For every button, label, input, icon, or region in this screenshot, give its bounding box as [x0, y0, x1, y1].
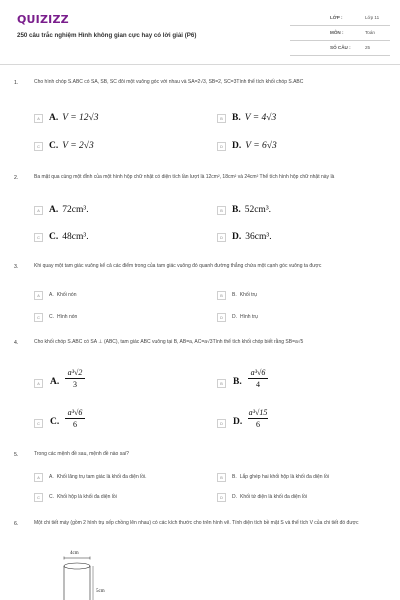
option-box[interactable]: B: [217, 379, 226, 388]
question-2-text: Ba mặt qua cùng một đỉnh của một hình hộp chữ nhật có diện tích lần lượt là 12cm², 18cm² và 24cm² Thể tích hình hộp chữ nhật này là: [34, 174, 335, 180]
fraction-bar: [65, 378, 85, 379]
option-letter: A.: [49, 474, 54, 480]
option-expression: Hình nón: [57, 314, 78, 320]
option-box[interactable]: B: [217, 291, 226, 300]
option-expression: V = 4√3: [244, 113, 277, 123]
option-box[interactable]: D: [217, 419, 226, 428]
option-expression: Khối nón: [56, 292, 77, 298]
page-header: [0, 0, 400, 62]
option-letter: C.: [49, 141, 59, 151]
option-expression: 72cm³.: [62, 205, 89, 215]
fraction-denominator: 3: [73, 380, 77, 389]
fraction-numerator: a³√6: [250, 368, 266, 377]
option-expression: V = 6√3: [245, 141, 277, 151]
option-expression: Khối hộp là khối đa diện lồi: [57, 494, 117, 500]
option-box[interactable]: A: [34, 114, 43, 123]
option-box[interactable]: A: [34, 379, 43, 388]
option-letter: C.: [50, 417, 60, 427]
option-box[interactable]: A: [34, 206, 43, 215]
option-letter: B.: [232, 292, 237, 298]
document-title: 250 câu trắc nghiệm Hình không gian cực hay có lời giải (P6): [17, 32, 197, 39]
option-box[interactable]: D: [217, 313, 226, 322]
question-3-number: 3.: [14, 264, 19, 270]
option-box[interactable]: A: [34, 473, 43, 482]
fraction-denominator: 4: [256, 380, 260, 389]
question-1-text: Cho hình chóp S.ABC có SA, SB, SC đôi một vuông góc với nhau và SA=2√3, SB=2, SC=3Tính thể tích khối chóp S.ABC: [34, 79, 304, 85]
question-4-text: Cho khối chóp S.ABC có SA ⊥ (ABC), tam giác ABC vuông tại B, AB=a, AC=a√3Tính thể tích khối chóp biết rằng SB=a√5: [34, 339, 304, 345]
option-expression: Khối lăng trụ tam giác là khối đa diện lồi.: [56, 474, 147, 480]
option-expression: V = 12√3: [62, 113, 99, 123]
meta-key: LỚP :: [330, 15, 343, 20]
option-letter: C.: [49, 314, 54, 320]
option-letter: C.: [49, 494, 54, 500]
cylinder-top-ellipse: [64, 563, 90, 569]
question-2-number: 2.: [14, 175, 19, 181]
meta-row-class: [290, 12, 390, 26]
question-4-option-b[interactable]: [217, 368, 297, 400]
question-5-text: Trong các mệnh đề sau, mệnh đề nào sai?: [34, 451, 129, 457]
option-expression: V = 2√3: [62, 141, 94, 151]
option-expression: Khối tứ diện là khối đa diện lồi: [240, 494, 308, 500]
header-divider: [0, 64, 400, 65]
option-expression: 36cm³.: [245, 232, 272, 242]
meta-key: SỐ CÂU :: [330, 45, 351, 50]
meta-value: Lớp 11: [365, 15, 380, 20]
option-letter: A.: [49, 113, 59, 123]
option-expression: 48cm³.: [62, 232, 89, 242]
option-box[interactable]: B: [217, 206, 226, 215]
figure-side-label: 5cm: [96, 589, 105, 594]
question-3-text: Khi quay một tam giác vuông kể cả các điểm trong của tam giác vuông đó quanh đường thẳng chứa một cạnh góc vuông ta được: [34, 263, 322, 269]
fraction-numerator: a³√6: [67, 408, 83, 417]
option-box[interactable]: C: [34, 313, 43, 322]
question-4-option-a[interactable]: [34, 368, 114, 400]
option-letter: D.: [233, 417, 243, 427]
option-box[interactable]: D: [217, 142, 226, 151]
option-letter: A.: [49, 292, 54, 298]
option-expression: Hình trụ: [240, 314, 258, 320]
question-6-text: Một chi tiết máy (gồm 2 hình trụ xếp chồng lên nhau) có các kích thước cho trên hình vẽ. Tính diện tích bề mặt S và thể tích V của chi tiết đó được: [34, 520, 359, 526]
option-letter: B.: [232, 474, 237, 480]
fraction-bar: [65, 418, 85, 419]
option-letter: A.: [49, 205, 59, 215]
option-box[interactable]: C: [34, 493, 43, 502]
cylinder-figure: [62, 548, 142, 600]
option-expression: Lắp ghép hai khối hộp là khối đa diện lồi: [239, 474, 329, 480]
option-box[interactable]: D: [217, 493, 226, 502]
fraction-denominator: 6: [73, 420, 77, 429]
quizizz-logo: QUIZIZZ: [17, 13, 69, 26]
fraction-bar: [248, 378, 268, 379]
option-box[interactable]: A: [34, 291, 43, 300]
option-box[interactable]: B: [217, 473, 226, 482]
option-box[interactable]: D: [217, 233, 226, 242]
figure-top-label: 4cm: [70, 551, 79, 556]
option-letter: D.: [232, 141, 242, 151]
fraction-numerator: a³√15: [248, 408, 268, 417]
question-4-number: 4.: [14, 340, 19, 346]
option-letter: A.: [50, 377, 60, 387]
option-box[interactable]: C: [34, 233, 43, 242]
meta-value: 25: [365, 45, 371, 50]
option-box[interactable]: C: [34, 419, 43, 428]
meta-value: Toán: [365, 30, 375, 35]
option-letter: D.: [232, 494, 237, 500]
option-letter: D.: [232, 232, 242, 242]
option-box[interactable]: C: [34, 142, 43, 151]
option-letter: B.: [232, 205, 241, 215]
question-6-number: 6.: [14, 521, 19, 527]
question-4-option-d[interactable]: [217, 408, 297, 440]
question-5-number: 5.: [14, 452, 19, 458]
option-letter: B.: [233, 377, 242, 387]
option-box[interactable]: B: [217, 114, 226, 123]
option-expression: Khối trụ: [239, 292, 257, 298]
meta-row-count: [290, 42, 390, 56]
fraction-numerator: a³√2: [67, 368, 83, 377]
question-1-number: 1.: [14, 80, 19, 86]
option-letter: B.: [232, 113, 241, 123]
option-letter: C.: [49, 232, 59, 242]
option-expression: 52cm³.: [244, 205, 272, 215]
meta-row-subject: [290, 27, 390, 41]
fraction-denominator: 6: [256, 420, 260, 429]
meta-key: MÔN :: [330, 30, 344, 35]
option-letter: D.: [232, 314, 237, 320]
question-4-option-c[interactable]: [34, 408, 114, 440]
fraction-bar: [248, 418, 268, 419]
